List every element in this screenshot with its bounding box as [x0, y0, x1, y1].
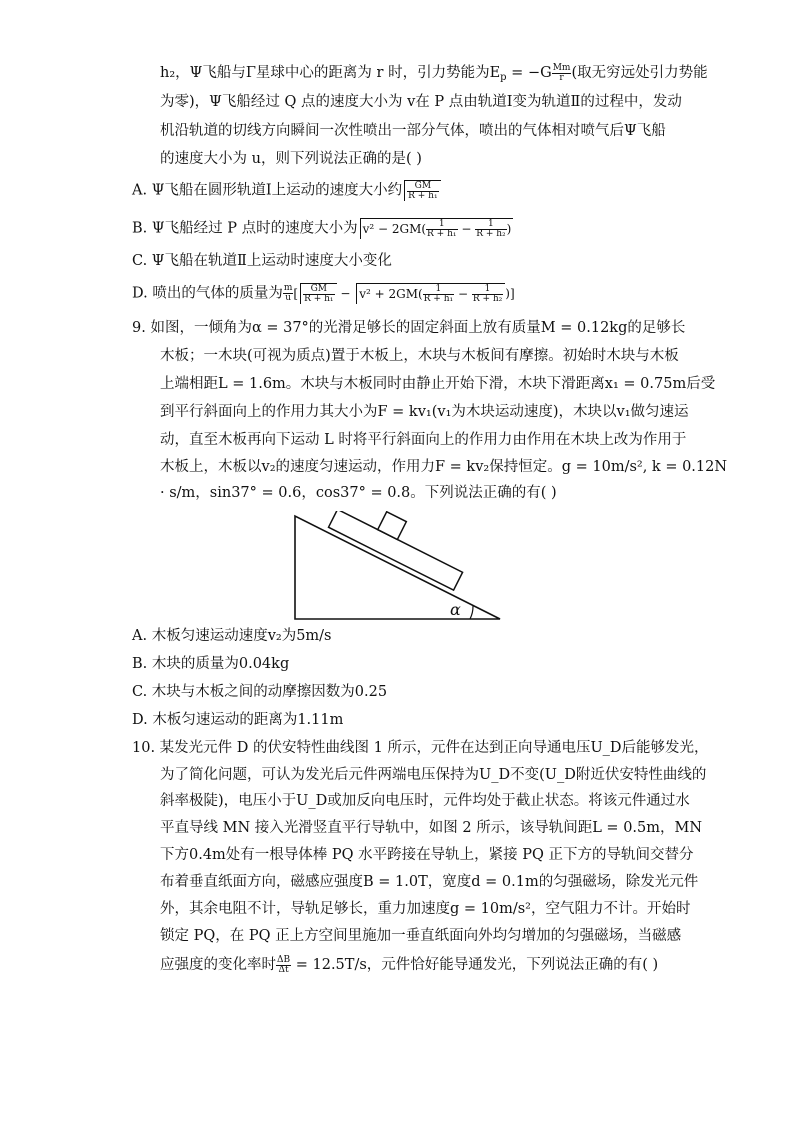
q9-option-b: B. 木块的质量为0.04kg [132, 656, 290, 672]
q9-line-4: 到平行斜面向上的作用力其大小为F = kv₁(v₁为木块运动速度)，木块以v₁做匀速运 [160, 404, 689, 420]
angle-alpha-label: α [450, 600, 461, 619]
q8-stem-line-3: 机沿轨道的切线方向瞬间一次性喷出一部分气体，喷出的气体相对喷气后Ψ飞船 [160, 123, 666, 139]
q10-line-1: 10. 某发光元件 D 的伏安特性曲线图 1 所示，元件在达到正向导通电压U_D后能够发光， [132, 740, 709, 756]
potential-energy-fraction: $\frac{Mm}{r}$ [552, 62, 571, 83]
q10-line-9: 应强度的变化率时 $\frac{\Delta B}{\Delta t}$ = 12.5T/s，元件恰好能导通发光，下列说法正确的有( ) [160, 954, 659, 975]
angle-arc [470, 606, 473, 619]
q9-line-6: 木板上，木板以v₂的速度匀速运动，作用力F = kv₂保持恒定。g = 10m/s², k = 0.12N [160, 459, 728, 475]
q8-stem-line-1: h₂，Ψ飞船与Γ星球中心的距离为 r 时，引力势能为$E_p = -G$ $\frac{Mm}{r}$ (取无穷远处引力势能 [160, 62, 708, 83]
q10-line-4: 平直导线 MN 接入光滑竖直平行导轨中，如图 2 所示，该导轨间距L = 0.5m，MN [160, 820, 703, 836]
q9-option-c: C. 木块与木板之间的动摩擦因数为0.25 [132, 684, 388, 700]
rate-fraction: $\frac{\Delta B}{\Delta t}$ [277, 954, 291, 975]
q10-line-6: 布着垂直纸面方向，磁感应强度B = 1.0T，宽度d = 0.1m的匀强磁场，除发光元件 [160, 874, 699, 890]
q9-option-d: D. 木板匀速运动的距离为1.11m [132, 712, 344, 728]
q9-option-a: A. 木板匀速运动速度v₂为5m/s [132, 628, 332, 644]
q10-line-7: 外，其余电阻不计，导轨足够长，重力加速度g = 10m/s²，空气阻力不计。开始时 [160, 901, 691, 917]
q10-line-5: 下方0.4m处有一根导体棒 PQ 水平跨接在导轨上，紧接 PQ 正下方的导轨间交替分 [160, 847, 694, 863]
q9-line-2: 木板；一木块(可视为质点)置于木板上，木块与木板间有摩擦。初始时木块与木板 [160, 348, 679, 364]
q8-stem-line-2: 为零)，Ψ飞船经过 Q 点的速度大小为 v在 P 点由轨道Ⅰ变为轨道Ⅱ的过程中，发动 [160, 94, 682, 110]
q9-line-5: 动，直至木板再向下运动 L 时将平行斜面向上的作用力由作用在木块上改为作用于 [160, 432, 687, 448]
q8-option-b: B. Ψ飞船经过 P 点时的速度大小为 v² − 2GM( $\frac{1}{\text{R + h₁}}$ − $\frac{1}{\text{R + h₂}}$ ) [132, 218, 512, 239]
q9-line-1: 9. 如图，一倾角为α = 37°的光滑足够长的固定斜面上放有质量M = 0.12kg的足够长 [132, 320, 686, 336]
q9-line-3: 上端相距L = 1.6m。木块与木板同时由静止开始下滑，木块下滑距离x₁ = 0.75m后受 [160, 376, 716, 392]
q10-line-2: 为了简化问题，可认为发光后元件两端电压保持为U_D不变(U_D附近伏安特性曲线的 [160, 767, 707, 783]
q9-line-7: · s/m，sin37° = 0.6，cos37° = 0.8。下列说法正确的有( ) [160, 485, 557, 501]
q8-option-c: C. Ψ飞船在轨道Ⅱ上运动时速度大小变化 [132, 253, 392, 269]
incline-figure [290, 511, 505, 623]
q8-option-a: A. Ψ飞船在圆形轨道Ⅰ上运动的速度大小约 $\frac{GM}{\text{R + h₁}}$ [132, 180, 441, 201]
q8-stem-line-4: 的速度大小为 u，则下列说法正确的是( ) [160, 151, 422, 167]
q8-option-d: D. 喷出的气体的质量为 $\frac{m}{u}$ [ $\frac{GM}{\text{R + h₁}}$ − v² + 2GM( $\frac{1}{\text{R + h₁}}$ − $\frac{1}{\text{R + h₂}}$ )] [132, 283, 515, 304]
q10-line-8: 锁定 PQ，在 PQ 正上方空间里施加一垂直纸面向外均匀增加的匀强磁场，当磁感 [160, 928, 682, 944]
q10-line-3: 斜率极陡)，电压小于U_D或加反向电压时，元件均处于截止状态。将该元件通过水 [160, 793, 690, 809]
